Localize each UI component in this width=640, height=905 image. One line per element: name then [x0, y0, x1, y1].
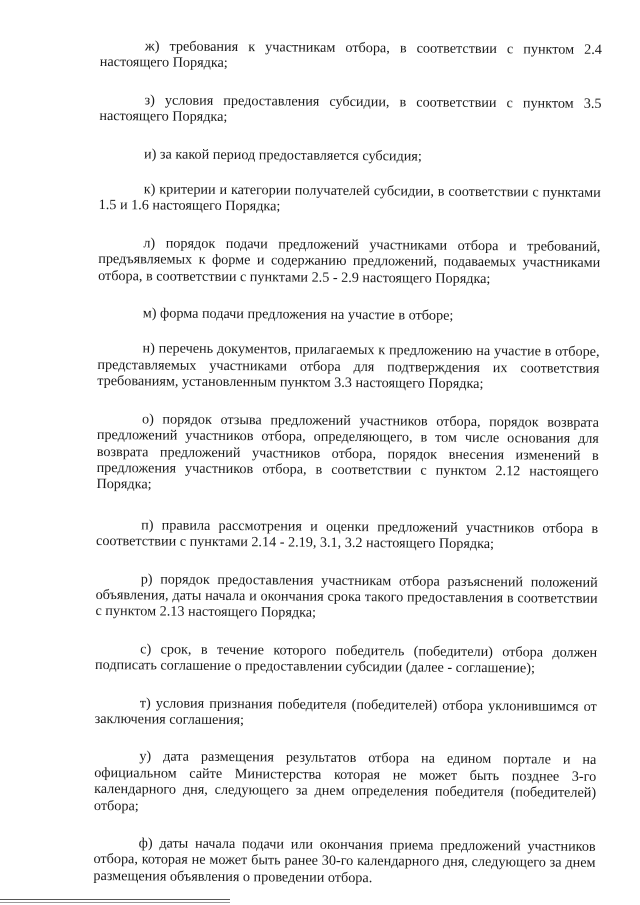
- paragraph-r: р) порядок предоставления участникам отбора разъяснений положений объявления, даты начала и окончания срока такого предоставления в соответствии с пунктом 2.13 настоящего Порядка;: [95, 570, 598, 622]
- paragraph-u: у) дата размещения результатов отбора на едином портале и на официальном сайте Министерства которая не может быть позднее 3-го календарного дня, следующего за днем определения победителя (победителей) отбора;: [93, 748, 597, 814]
- paragraph-m: м) форма подачи предложения на участие в отборе;: [142, 305, 454, 324]
- footer-rule: [0, 899, 230, 900]
- paragraph-i: и) за какой период предоставляется субсидия;: [144, 145, 422, 165]
- paragraph-p: п) правила рассмотрения и оценки предложений участников отбора в соответствии с пунктами 2.14 - 2.19, 3.1, 3.2 настоящего Порядка;: [95, 517, 599, 553]
- paragraph-f: ф) даты начала подачи или окончания приема предложений участников отбора, которая не может быть ранее 30-го календарного дня, следующего за днем размещения объявления о проведении отбора.: [93, 835, 596, 886]
- paragraph-n: н) перечень документов, прилагаемых к предложению на участие в отборе, представляемых участниками отбора для подтверждения их соответствия требованиям, установленным пунктом 3.3 настоящего Порядка;: [97, 340, 600, 393]
- paragraph-o: о) порядок отзыва предложений участников отбора, порядок возврата предложений участников отбора, определяющего, в том числе основания для возврата предложений участников отбора, порядок внесения изменений в предложения участников отбора, в соответствии с пунктом 2.12 настоящего Порядка;: [96, 411, 600, 493]
- document-page: [93, 38, 602, 888]
- paragraph-s: с) срок, в течение которого победитель (победители) отбора должен подписать соглашение о предоставлении субсидии (далее - соглашение);: [95, 641, 598, 677]
- paragraph-k: к) критерии и категории получателей субсидии, в соответствии с пунктами 1.5 и 1.6 настоящего Порядка;: [98, 181, 601, 215]
- paragraph-l: л) порядок подачи предложений участниками отбора и требований, предъявляемых к форме и содержанию предложений, подаваемых участниками отбора, в соответствии с пунктами 2.5 - 2.9 настоящего Порядка;: [98, 235, 601, 287]
- footer-rule-shadow: [0, 902, 230, 903]
- paragraph-zh: ж) требования к участникам отбора, в соответствии с пунктом 2.4 настоящего Порядка;: [99, 38, 602, 72]
- paragraph-t: т) условия признания победителя (победителей) отбора уклонившимся от заключения соглашения;: [94, 694, 597, 729]
- paragraph-z: з) условия предоставления субсидии, в соответствии с пунктом 3.5 настоящего Порядка;: [99, 92, 602, 126]
